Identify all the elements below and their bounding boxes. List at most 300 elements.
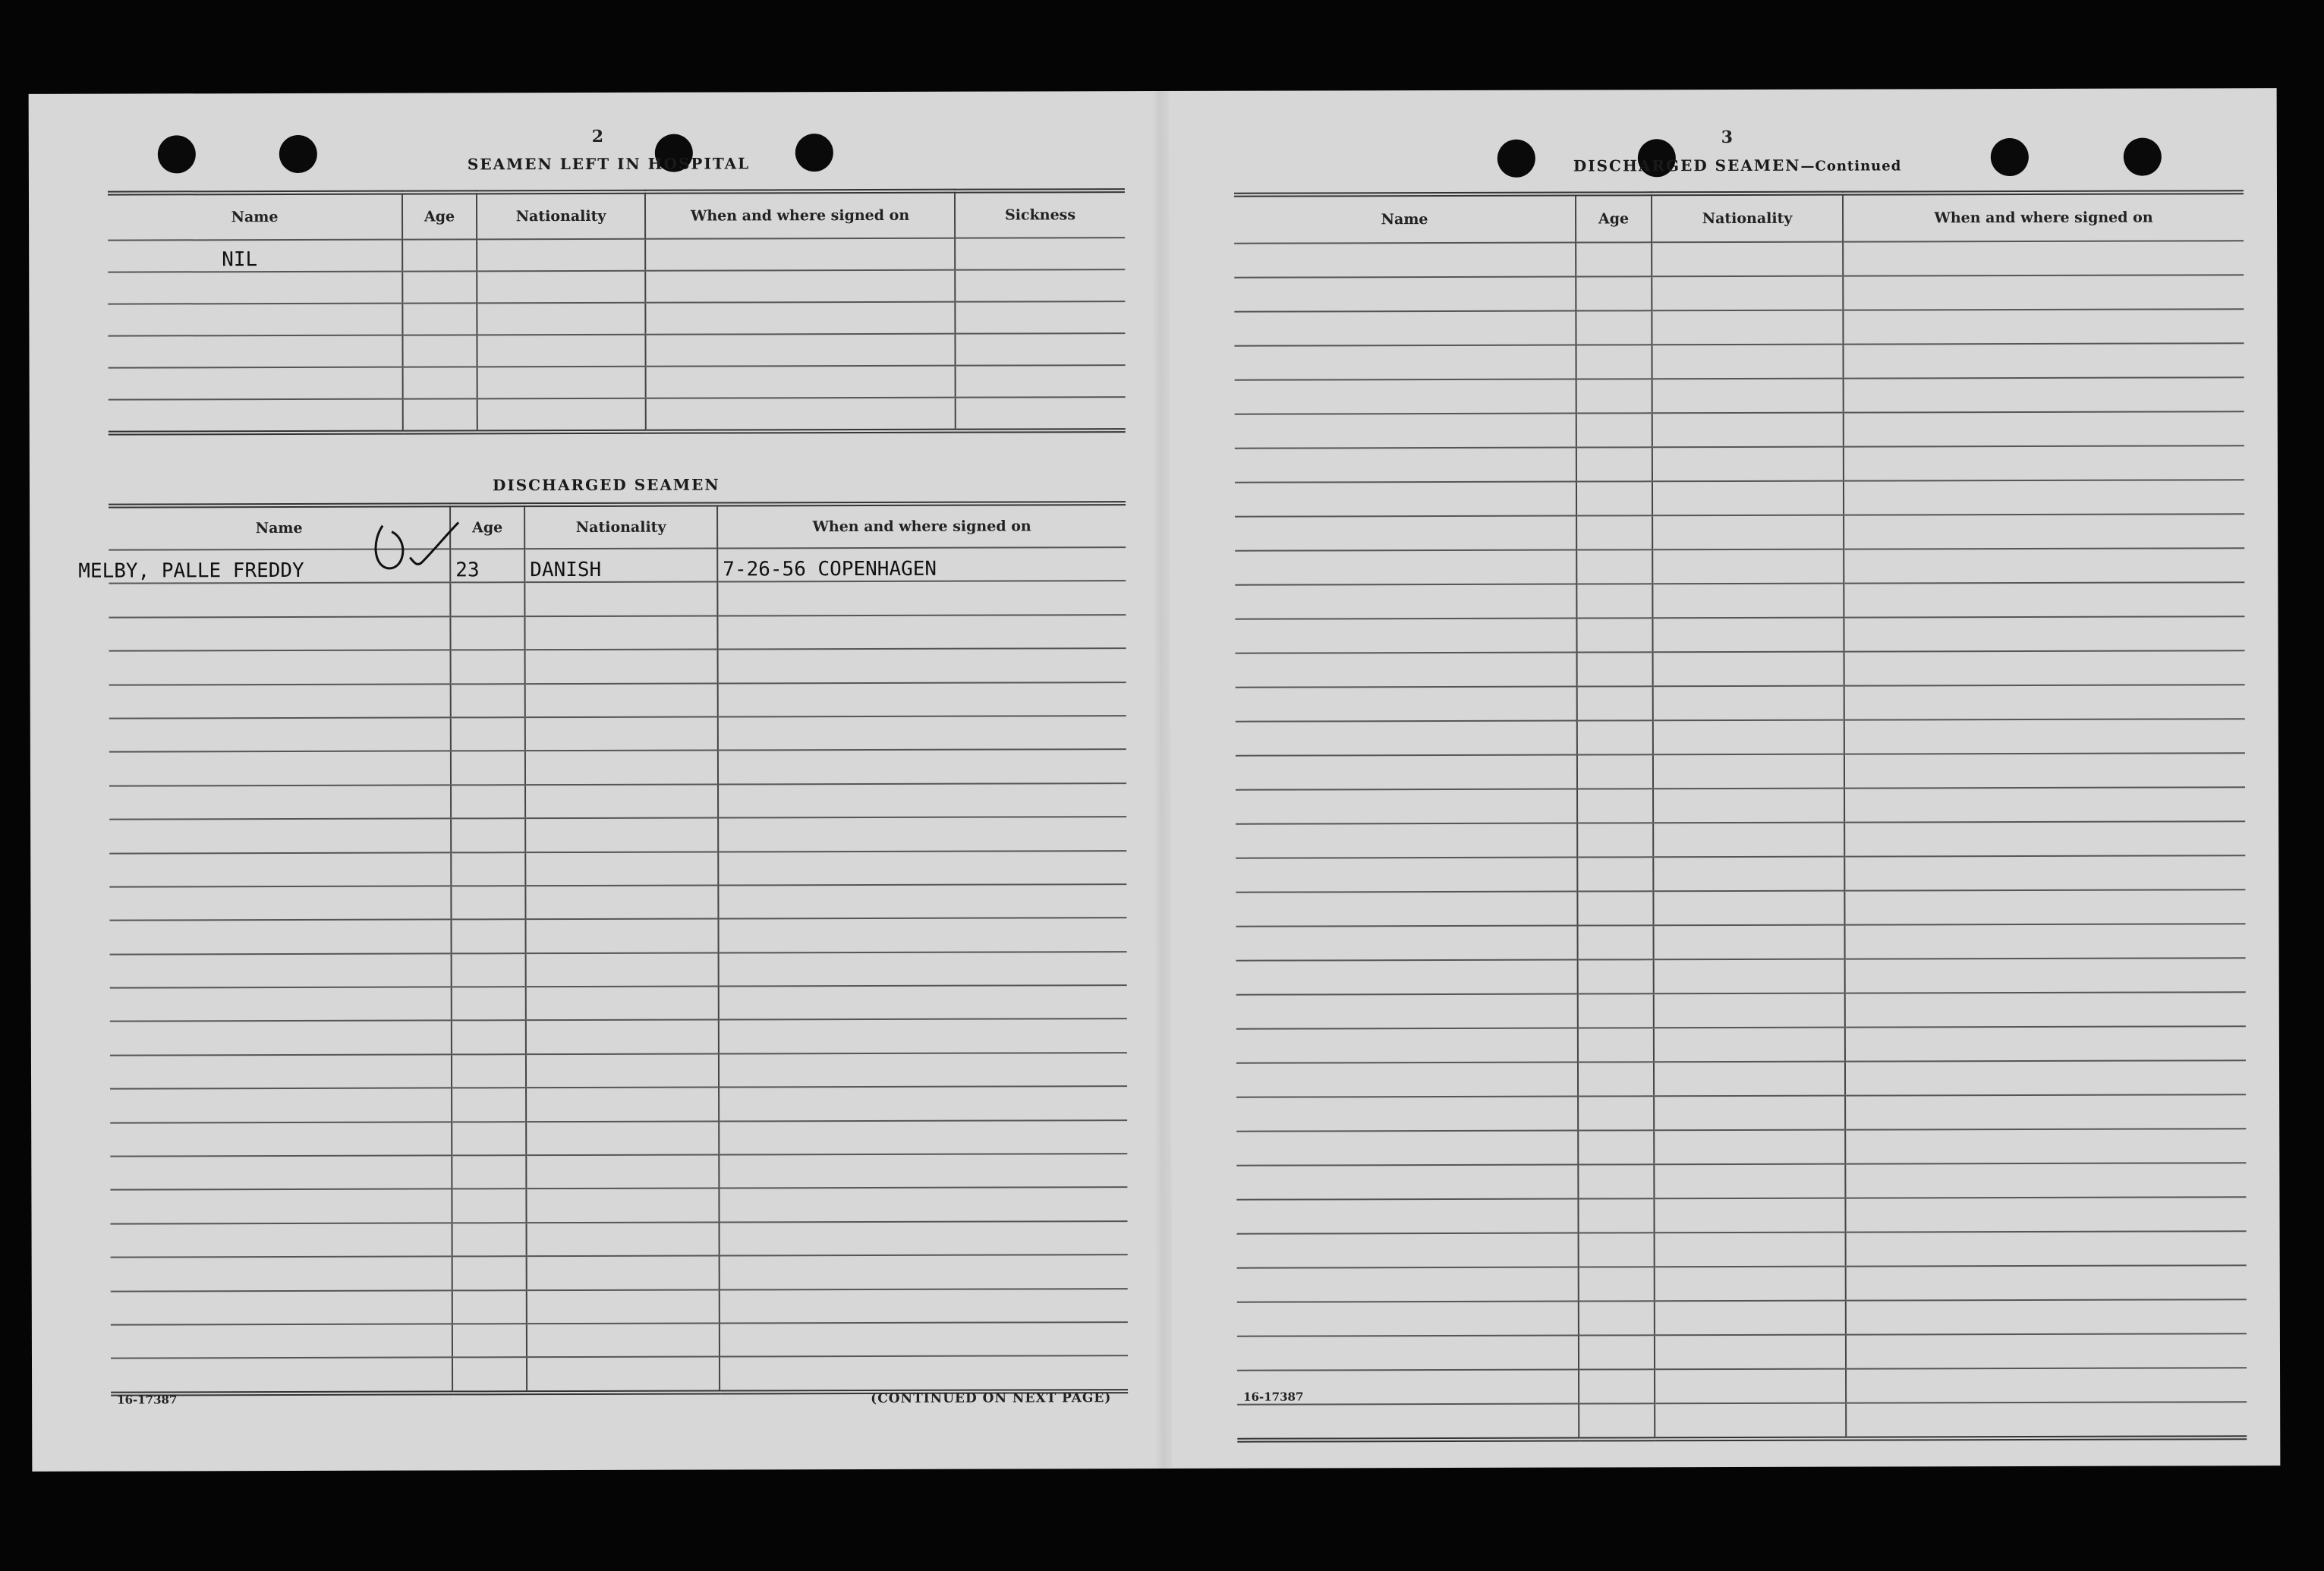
column-header-name: Name	[231, 209, 279, 226]
table-cell	[477, 398, 646, 433]
table-cell	[451, 886, 525, 920]
table-cell	[1844, 343, 2244, 378]
table-cell	[718, 817, 1126, 852]
table-cell	[108, 335, 402, 368]
table-cell	[1576, 481, 1652, 515]
table-row	[109, 365, 1126, 400]
table-row	[1236, 650, 2245, 687]
table-cell	[1578, 959, 1654, 993]
table-cell	[1844, 411, 2244, 446]
table-cell	[1846, 1333, 2247, 1368]
table-row	[109, 817, 1126, 853]
table-row	[1235, 582, 2244, 619]
table-cell	[1236, 926, 1578, 961]
table-cell	[645, 334, 955, 367]
table-cell	[526, 1020, 719, 1054]
table-cell	[1844, 787, 2245, 822]
table-cell	[645, 270, 955, 303]
table-cell	[1579, 1335, 1655, 1369]
table-cell	[451, 818, 525, 852]
table-row	[1237, 1231, 2247, 1267]
continued-header-row	[1234, 192, 2244, 243]
table-cell	[1576, 345, 1652, 379]
left-form-number: 16-17387	[117, 1393, 178, 1407]
table-cell	[452, 1054, 526, 1088]
discharged-section-title: DISCHARGED SEAMEN	[492, 475, 720, 495]
table-row	[108, 238, 1125, 272]
table-cell	[1576, 618, 1652, 652]
table-row	[1235, 514, 2244, 550]
table-row	[109, 581, 1126, 617]
table-cell	[1235, 414, 1576, 449]
table-cell	[109, 785, 451, 820]
table-cell	[719, 1188, 1127, 1223]
table-row	[109, 783, 1126, 820]
table-cell	[718, 682, 1126, 717]
table-cell	[1652, 549, 1844, 584]
table-row	[1237, 1265, 2247, 1302]
table-cell	[1652, 413, 1844, 448]
column-header-age: Age	[450, 505, 524, 549]
hospital-section-title: SEAMEN LEFT IN HOSPITAL	[467, 154, 751, 174]
hospital-table	[108, 188, 1126, 436]
table-cell	[718, 648, 1126, 683]
table-cell	[525, 784, 718, 818]
table-cell	[1846, 1265, 2247, 1300]
table-cell	[1236, 721, 1577, 756]
table-cell	[1653, 754, 1844, 789]
table-cell	[452, 1122, 526, 1156]
column-header-nationality: Nationality	[477, 192, 645, 240]
table-cell	[1652, 618, 1844, 653]
table-cell	[1579, 1369, 1655, 1403]
table-cell	[1236, 1199, 1578, 1234]
table-row	[111, 1255, 1128, 1291]
table-cell	[1236, 1028, 1578, 1063]
table-cell	[1652, 481, 1844, 516]
table-cell	[1844, 616, 2244, 651]
table-cell	[719, 1120, 1127, 1155]
table-cell	[719, 1019, 1127, 1054]
table-cell	[1577, 720, 1653, 754]
table-cell	[1846, 1368, 2247, 1403]
continued-note: (CONTINUED ON NEXT PAGE)	[871, 1390, 1112, 1406]
table-cell	[525, 716, 718, 751]
table-cell	[1654, 1130, 1845, 1165]
table-cell	[526, 1088, 719, 1122]
table-cell	[1236, 892, 1577, 927]
table-cell	[524, 615, 717, 650]
table-cell	[1237, 1233, 1579, 1268]
table-cell	[108, 272, 402, 304]
table-cell	[956, 365, 1126, 398]
table-cell	[1578, 993, 1654, 1028]
table-cell	[1844, 685, 2245, 719]
table-cell	[109, 616, 450, 651]
table-row	[1235, 411, 2244, 448]
table-cell	[1844, 582, 2244, 617]
table-cell	[110, 953, 452, 988]
table-cell	[1654, 1062, 1845, 1097]
table-cell	[111, 1223, 452, 1258]
table-cell	[718, 749, 1126, 784]
table-row	[111, 1322, 1128, 1358]
column-header-signed-on: When and where signed on	[645, 191, 955, 239]
table-cell: NIL	[108, 240, 402, 272]
table-cell	[1237, 1267, 1579, 1302]
table-cell	[955, 269, 1125, 302]
table-row	[109, 397, 1126, 433]
table-cell	[1576, 447, 1652, 481]
table-cell	[451, 717, 525, 751]
column-header-signed-on: When and where signed on	[717, 503, 1126, 548]
discharged-continued-title	[1573, 156, 1901, 175]
table-cell	[109, 751, 451, 786]
table-cell	[1236, 1165, 1578, 1200]
table-cell	[1578, 1164, 1654, 1198]
table-cell	[1653, 891, 1844, 926]
table-cell	[451, 751, 525, 786]
table-cell	[109, 650, 451, 685]
column-header-sickness: Sickness	[955, 190, 1125, 238]
table-cell	[1577, 891, 1653, 925]
table-cell	[1652, 379, 1844, 414]
table-row	[1236, 753, 2245, 789]
table-cell	[1234, 311, 1576, 346]
table-cell	[527, 1256, 720, 1290]
table-cell	[1579, 1233, 1655, 1267]
table-cell	[1845, 1060, 2246, 1095]
table-row	[110, 1019, 1127, 1056]
table-cell	[450, 583, 524, 617]
table-cell	[527, 1289, 720, 1324]
table-cell	[110, 1155, 452, 1190]
table-cell	[1845, 1163, 2246, 1198]
discharged-table	[78, 501, 1128, 1396]
table-row	[1236, 1026, 2246, 1063]
table-cell	[1237, 1404, 1579, 1440]
table-cell	[109, 886, 451, 921]
table-cell	[1844, 445, 2244, 480]
table-cell	[109, 583, 450, 618]
table-cell	[402, 239, 477, 271]
table-row	[110, 1154, 1127, 1190]
hospital-header-row	[108, 190, 1125, 241]
table-row	[108, 333, 1125, 368]
table-cell	[527, 1323, 720, 1357]
table-row	[1235, 480, 2244, 516]
table-cell	[452, 1155, 526, 1189]
table-cell	[1844, 889, 2245, 924]
table-cell	[450, 616, 524, 650]
table-row	[1236, 787, 2245, 823]
punch-hole	[795, 134, 833, 172]
table-cell	[1654, 1164, 1845, 1199]
table-cell	[452, 953, 526, 987]
table-cell	[452, 1088, 526, 1122]
table-cell	[1577, 754, 1653, 789]
table-cell	[1652, 447, 1844, 482]
table-row	[110, 1086, 1127, 1122]
discharged-continued-title-main: DISCHARGED SEAMEN	[1573, 156, 1801, 175]
table-cell	[1576, 310, 1652, 345]
table-cell	[1654, 1028, 1845, 1063]
table-cell	[525, 885, 718, 919]
table-cell	[1845, 1129, 2246, 1163]
table-cell	[955, 333, 1125, 366]
left-page-number: 2	[591, 126, 604, 146]
column-header-age: Age	[402, 192, 477, 239]
table-cell	[1845, 958, 2246, 993]
punch-hole	[2124, 138, 2162, 176]
table-row	[109, 918, 1126, 954]
table-cell	[1577, 789, 1653, 823]
table-cell	[1235, 584, 1576, 619]
table-cell	[1653, 789, 1844, 823]
table-cell	[452, 1358, 527, 1393]
table-cell	[1653, 857, 1844, 892]
table-cell	[109, 819, 451, 854]
table-cell	[109, 717, 451, 752]
table-cell	[1653, 686, 1844, 721]
table-cell	[1652, 345, 1844, 379]
table-cell	[1576, 379, 1652, 413]
table-cell	[1654, 993, 1845, 1028]
table-cell	[111, 1257, 452, 1292]
table-row	[1236, 821, 2245, 858]
table-row	[109, 716, 1126, 752]
table-cell	[1578, 1130, 1654, 1164]
table-cell	[719, 985, 1127, 1020]
table-cell	[1235, 482, 1576, 517]
table-cell	[1844, 650, 2245, 685]
table-cell	[1236, 687, 1577, 722]
table-cell	[1578, 1062, 1654, 1096]
table-row	[1236, 855, 2245, 892]
table-cell	[1845, 1094, 2246, 1129]
table-cell	[1236, 823, 1577, 858]
table-cell	[718, 851, 1126, 886]
table-cell	[526, 1188, 719, 1223]
table-cell	[1576, 413, 1652, 447]
table-cell	[645, 302, 955, 335]
table-cell	[109, 367, 403, 400]
table-cell	[719, 1154, 1127, 1188]
table-cell	[1844, 821, 2245, 856]
table-cell	[718, 716, 1126, 751]
table-cell	[955, 238, 1125, 270]
table-row	[1234, 309, 2244, 345]
table-cell	[109, 399, 403, 433]
punch-hole	[1497, 140, 1535, 178]
table-row	[1234, 241, 2244, 277]
table-row	[1236, 924, 2246, 960]
table-cell	[1234, 277, 1576, 312]
table-cell	[526, 952, 719, 987]
table-cell	[1843, 241, 2244, 275]
table-cell	[1655, 1301, 1846, 1336]
table-cell	[109, 684, 451, 719]
table-cell	[645, 238, 955, 271]
table-cell	[1846, 1299, 2247, 1334]
punch-hole	[279, 135, 317, 173]
table-row	[110, 1120, 1127, 1157]
table-cell	[1236, 994, 1578, 1029]
table-cell	[451, 650, 525, 684]
table-cell	[720, 1355, 1128, 1392]
table-cell: 7-26-56 COPENHAGEN	[717, 547, 1126, 582]
table-cell	[452, 1290, 527, 1324]
table-cell	[719, 1086, 1127, 1121]
table-cell	[109, 852, 451, 887]
table-cell	[1577, 857, 1653, 891]
table-row	[110, 985, 1127, 1022]
table-cell	[525, 751, 718, 785]
table-cell	[526, 1053, 719, 1088]
table-cell	[1579, 1301, 1655, 1335]
table-cell	[720, 1221, 1128, 1256]
table-cell	[718, 918, 1126, 952]
table-cell	[111, 1290, 452, 1325]
table-cell	[402, 335, 477, 367]
table-cell	[402, 271, 477, 303]
table-row	[1237, 1299, 2247, 1336]
table-row	[1235, 445, 2244, 482]
column-header-nationality: Nationality	[1652, 194, 1843, 243]
table-row	[109, 682, 1126, 719]
table-cell	[1653, 823, 1844, 858]
table-cell	[1235, 345, 1576, 380]
table-cell	[526, 1155, 719, 1189]
table-cell	[1845, 1197, 2246, 1232]
table-row	[1236, 1094, 2246, 1131]
table-cell	[1235, 619, 1576, 653]
table-row	[1236, 685, 2245, 721]
table-cell	[1652, 584, 1844, 619]
table-cell	[452, 987, 526, 1021]
table-cell	[1654, 959, 1845, 994]
table-cell: MELBY, PALLE FREDDY	[78, 549, 420, 584]
table-cell	[1845, 1026, 2246, 1061]
table-row	[1236, 958, 2246, 994]
table-cell	[525, 818, 718, 852]
table-cell	[451, 919, 525, 953]
table-cell	[1235, 379, 1576, 414]
table-cell	[1844, 548, 2244, 583]
table-cell: DANISH	[524, 549, 717, 583]
table-cell	[402, 303, 477, 335]
table-cell	[477, 303, 645, 335]
table-cell	[1237, 1336, 1579, 1371]
table-row	[109, 749, 1126, 786]
table-cell	[477, 367, 646, 399]
table-row	[1235, 343, 2244, 379]
column-header-nationality: Nationality	[524, 505, 717, 549]
right-page-number: 3	[1721, 128, 1734, 148]
table-row	[1236, 1163, 2246, 1199]
table-cell	[1844, 719, 2245, 754]
column-header-name: Name	[255, 519, 303, 537]
table-cell	[1654, 1096, 1845, 1131]
table-cell	[719, 1053, 1127, 1088]
table-row	[1237, 1402, 2247, 1440]
table-cell	[719, 952, 1127, 987]
table-cell	[1578, 925, 1654, 959]
table-cell	[1845, 924, 2246, 959]
table-cell	[1653, 720, 1844, 755]
table-cell	[110, 987, 452, 1022]
table-cell	[1236, 1063, 1578, 1097]
table-cell	[109, 920, 451, 955]
table-row	[110, 952, 1127, 988]
table-cell	[1236, 789, 1577, 824]
table-cell	[1844, 514, 2244, 549]
table-cell	[477, 271, 645, 304]
table-cell	[1236, 1097, 1578, 1132]
column-header-name: Name	[1381, 211, 1428, 228]
table-row	[1235, 548, 2244, 584]
manifest-sheet	[29, 88, 2281, 1472]
table-cell	[524, 582, 717, 616]
table-row	[1237, 1368, 2247, 1404]
table-cell	[1235, 448, 1576, 483]
table-cell	[1654, 925, 1845, 960]
table-cell	[1655, 1335, 1846, 1370]
table-cell	[525, 852, 718, 886]
table-cell	[403, 398, 477, 432]
table-cell	[527, 1222, 720, 1256]
table-cell	[1236, 755, 1577, 790]
table-row	[110, 1053, 1127, 1089]
table-cell	[1844, 480, 2244, 515]
table-cell	[1236, 960, 1578, 995]
table-cell	[110, 1021, 452, 1056]
table-cell	[1579, 1267, 1655, 1301]
table-cell	[1844, 753, 2245, 788]
table-cell	[525, 650, 718, 684]
table-cell	[717, 581, 1126, 615]
table-cell	[1576, 584, 1652, 618]
handwritten-mark-icon	[367, 518, 466, 578]
continued-suffix: —Continued	[1800, 158, 1902, 175]
table-cell	[1236, 1131, 1578, 1166]
table-cell	[646, 398, 956, 432]
table-cell	[720, 1289, 1128, 1324]
table-cell	[1846, 1402, 2247, 1438]
discharged-header-row	[109, 503, 1126, 550]
table-row	[1235, 377, 2244, 414]
table-row	[108, 301, 1125, 336]
table-row	[109, 851, 1126, 887]
table-row	[109, 615, 1126, 651]
table-cell	[1578, 1096, 1654, 1130]
table-cell	[1236, 858, 1577, 893]
table-cell	[1652, 242, 1843, 277]
table-cell	[1655, 1369, 1846, 1404]
table-cell	[718, 783, 1126, 818]
table-cell	[1234, 243, 1576, 278]
table-cell	[1655, 1233, 1846, 1267]
table-row	[111, 1221, 1128, 1258]
table-row	[1234, 275, 2244, 311]
page-fold	[1152, 91, 1173, 1469]
table-cell	[1655, 1267, 1846, 1302]
table-row	[1236, 1060, 2246, 1097]
table-row	[1237, 1333, 2247, 1370]
table-cell	[110, 1088, 452, 1123]
column-header-age: Age	[1576, 194, 1652, 242]
table-cell	[108, 304, 402, 336]
